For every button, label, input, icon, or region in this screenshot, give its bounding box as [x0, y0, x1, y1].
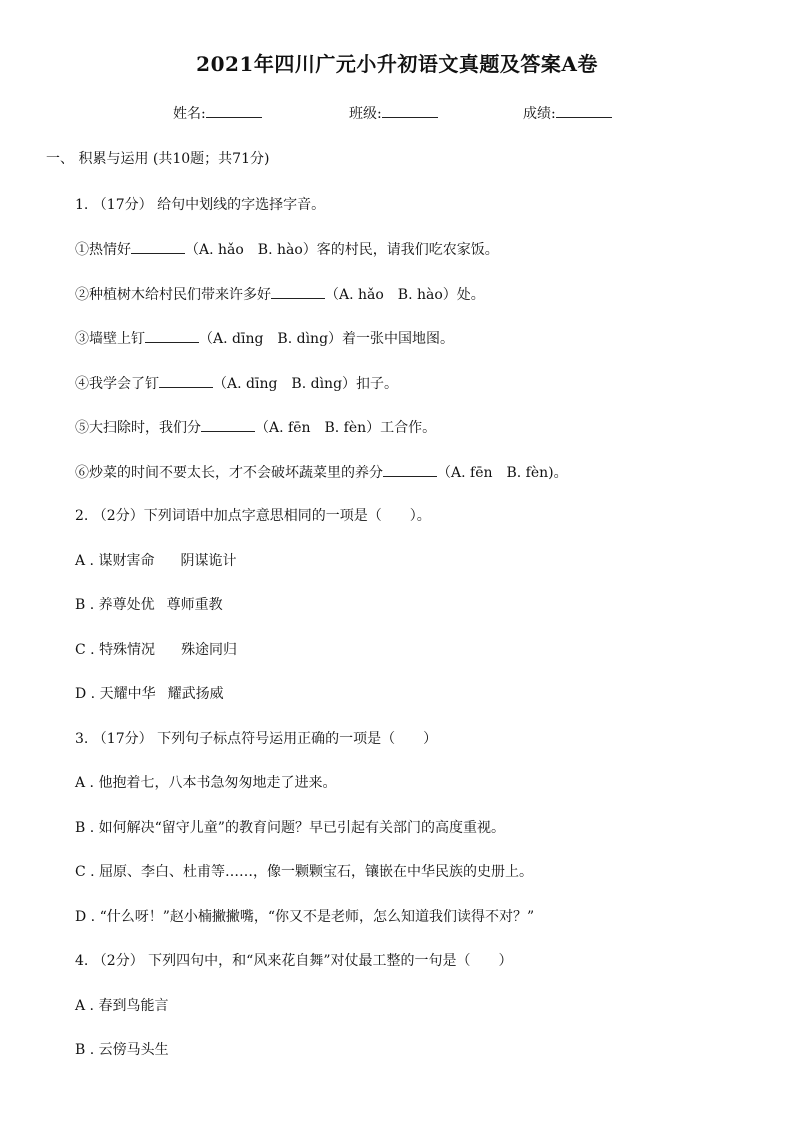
class-blank[interactable]: [382, 103, 438, 118]
question-4-stem: 4. （2分） 下列四句中，和“风来花自舞”对仗最工整的一句是（ ）: [75, 953, 513, 969]
question-1-stem: 1. （17分） 给句中划线的字选择字音。: [75, 197, 326, 213]
q2-option-b[interactable]: B . 养尊处优 尊师重教: [75, 597, 223, 613]
q1-item-1: ①热情好 （A. hǎo B. hào）客的村民，请我们吃农家饭。: [75, 242, 499, 258]
q2-option-a[interactable]: A . 谋财害命 阴谋诡计: [75, 553, 237, 569]
score-blank[interactable]: [556, 103, 612, 118]
q2-option-d[interactable]: D . 天耀中华 耀武扬威: [75, 686, 224, 702]
q1-item-4: ④我学会了钉 （A. dīng B. dìng）扣子。: [75, 376, 399, 392]
answer-blank[interactable]: [201, 418, 255, 432]
score-label: 成绩:: [523, 106, 556, 122]
answer-blank[interactable]: [159, 374, 213, 388]
section-heading: 一、 积累与运用 (共10题；共71分): [46, 151, 270, 167]
q1-item-3: ③墙壁上钉 （A. dīng B. dìng）着一张中国地图。: [75, 331, 455, 347]
q1-item-5: ⑤大扫除时，我们分 （A. fēn B. fèn）工合作。: [75, 420, 437, 436]
score-field: [523, 103, 612, 123]
q3-option-b[interactable]: B . 如何解决“留守儿童”的教育问题？早已引起有关部门的高度重视。: [75, 820, 505, 836]
q4-option-a[interactable]: A . 春到鸟能言: [75, 998, 169, 1014]
answer-blank[interactable]: [145, 329, 199, 343]
answer-blank[interactable]: [131, 240, 185, 254]
q1-item-6: ⑥炒菜的时间不要太长，才不会破坏蔬菜里的养分 （A. fēn B. fèn)。: [75, 465, 568, 481]
name-blank[interactable]: [206, 103, 262, 118]
q3-option-c[interactable]: C . 屈原、李白、杜甫等……，像一颗颗宝石，镶嵌在中华民族的史册上。: [75, 864, 534, 880]
q4-option-b[interactable]: B . 云傍马头生: [75, 1042, 169, 1058]
answer-blank[interactable]: [383, 463, 437, 477]
question-3-stem: 3. （17分） 下列句子标点符号运用正确的一项是（ ）: [75, 731, 438, 747]
q1-item-2: ②种植树木给村民们带来许多好 （A. hǎo B. hào）处。: [75, 287, 485, 303]
q3-option-a[interactable]: A . 他抱着七，八本书急匆匆地走了进来。: [75, 775, 337, 791]
class-label: 班级:: [349, 106, 382, 122]
page-title: 2021年四川广元小升初语文真题及答案A卷: [196, 52, 598, 76]
q3-option-d[interactable]: D . “什么呀！”赵小楠撇撇嘴，“你又不是老师，怎么知道我们读得不对？”: [75, 909, 535, 925]
name-label: 姓名:: [173, 106, 206, 122]
name-field: [173, 103, 262, 123]
answer-blank[interactable]: [271, 285, 325, 299]
class-field: [349, 103, 438, 123]
question-2-stem: 2. （2分）下列词语中加点字意思相同的一项是（ ）。: [75, 508, 431, 524]
q2-option-c[interactable]: C . 特殊情况 殊途同归: [75, 642, 238, 658]
